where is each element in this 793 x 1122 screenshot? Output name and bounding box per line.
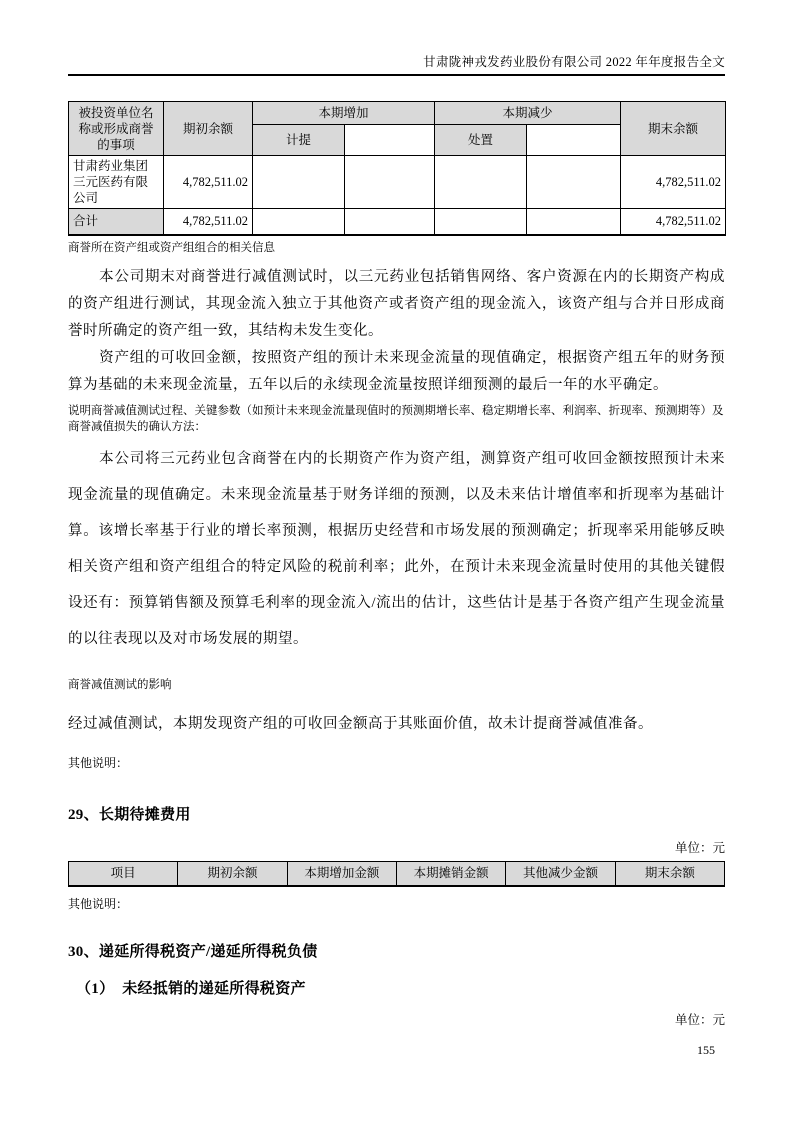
report-header (68, 0, 725, 76)
header-cell-increase-blank (345, 125, 435, 156)
header-cell-item: 被投资单位名称或形成商誉的事项 (69, 102, 164, 156)
goodwill-table-header-row-1 (69, 102, 726, 125)
table-row-total (69, 209, 726, 235)
goodwill-table (68, 101, 726, 236)
header-cell-amortization-amount: 本期摊销金额 (396, 861, 505, 886)
other-note-label: 其他说明： (68, 897, 129, 911)
section-29-heading: 29、长期待摊费用 (68, 806, 191, 823)
table-row (69, 156, 726, 209)
goodwill-test-paragraph: 本公司期末对商誉进行减值测试时，以三元药业包括销售网络、客户资源在内的长期资产构成的资产组进行测试，其现金流入独立于其他资产或者资产组的现金流入，该资产组与合并日形成商誉时所确定的资产组一致，其结构未发生变化。 (68, 268, 725, 339)
cell-opening-balance: 4,782,511.02 (164, 209, 253, 235)
header-cell-opening-balance: 期初余额 (178, 861, 287, 886)
header-cell-current-decrease: 本期减少 (435, 102, 621, 125)
page-content (68, 0, 725, 1028)
unit-label: 单位：元 (674, 1013, 725, 1027)
header-cell-provision: 计提 (253, 125, 345, 156)
asset-group-info-label: 商誉所在资产组或资产组组合的相关信息 (68, 241, 275, 254)
expense-table-header-row (69, 861, 725, 886)
cell-provision (253, 209, 345, 235)
header-cell-decrease-blank (527, 125, 621, 156)
header-cell-disposal: 处置 (435, 125, 527, 156)
report-title: 甘肃陇神戎发药业股份有限公司 2022 年年度报告全文 (423, 55, 725, 69)
header-cell-closing-balance: 期末余额 (615, 861, 724, 886)
cell-closing-balance: 4,782,511.02 (621, 209, 726, 235)
cell-disposal (435, 209, 527, 235)
cell-disposal (435, 156, 527, 209)
header-cell-other-decrease: 其他减少金额 (506, 861, 615, 886)
cell-investee-name: 甘肃药业集团三元医药有限公司 (69, 156, 164, 209)
header-cell-opening-balance: 期初余额 (164, 102, 253, 156)
section-30-heading: 30、递延所得税资产/递延所得税负债 (68, 944, 318, 960)
header-cell-increase-amount: 本期增加金额 (287, 861, 396, 886)
cell-closing-balance: 4,782,511.02 (621, 156, 726, 209)
header-cell-project: 项目 (69, 861, 178, 886)
cell-increase-other (345, 156, 435, 209)
unit-label: 单位：元 (674, 840, 725, 855)
section-30-1-heading: （1） 未经抵销的递延所得税资产 (76, 981, 306, 997)
page-number: 155 (697, 1043, 715, 1057)
cell-decrease-other (527, 156, 621, 209)
other-note-label: 其他说明： (68, 755, 129, 770)
cell-provision (253, 156, 345, 209)
cell-opening-balance: 4,782,511.02 (164, 156, 253, 209)
header-cell-closing-balance: 期末余额 (621, 102, 726, 156)
recoverable-amount-paragraph: 资产组的可收回金额，按照资产组的预计未来现金流量的现值确定，根据资产组五年的财务预算为基础的未来现金流量，五年以后的永续现金流量按照详细预测的最后一年的水平确定。 (68, 349, 725, 393)
long-term-deferred-expense-table (68, 861, 725, 888)
cell-increase-other (345, 209, 435, 235)
header-cell-current-increase: 本期增加 (253, 102, 435, 125)
impairment-impact-statement: 经过减值测试，本期发现资产组的可收回金额高于其账面价值，故未计提商誉减值准备。 (68, 715, 653, 732)
test-process-label: 说明商誉减值测试过程、关键参数（如预计未来现金流量现值时的预测期增长率、稳定期增长率、利润率、折现率、预测期等）及商誉减值损失的确认方法： (68, 404, 724, 433)
impairment-impact-label: 商誉减值测试的影响 (68, 678, 172, 691)
cell-decrease-other (527, 209, 621, 235)
test-method-paragraph: 本公司将三元药业包含商誉在内的长期资产作为资产组，测算资产组可收回金额按照预计未来现金流量的现值确定。未来现金流量基于财务详细的预测，以及未来估计增值率和折现率为基础计算。该增长率基于行业的增长率预测，根据历史经营和市场发展的预测确定；折现率采用能够反映相关资产组和资产组组合的特定风险的税前利率；此外，在预计未来现金流量时使用的其他关键假设还有：预算销售额及预算毛利率的现金流入/流出的估计，这些估计是基于各资产组产生现金流量的以往表现以及对市场发展的期望。 (68, 450, 725, 647)
cell-total-label: 合计 (69, 209, 164, 235)
